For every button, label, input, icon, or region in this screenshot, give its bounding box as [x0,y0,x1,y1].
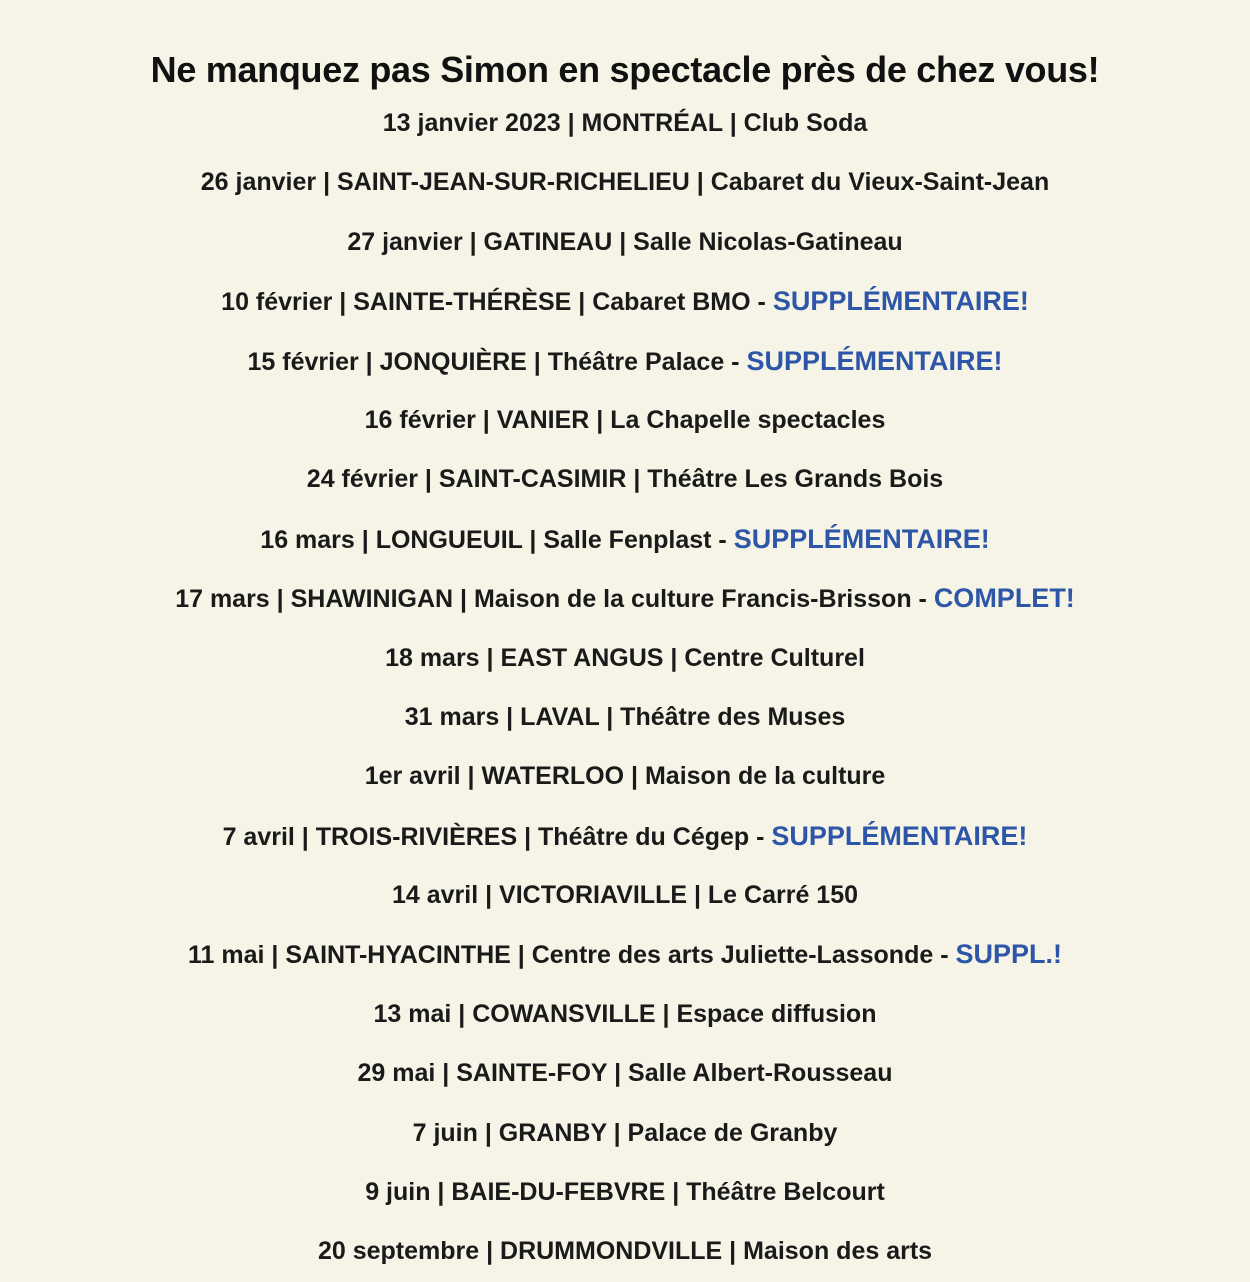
tour-date-text: 18 mars | EAST ANGUS | Centre Culturel [385,643,865,672]
tour-date-status: SUPPLÉMENTAIRE! [772,286,1029,317]
tour-date-status: SUPPLÉMENTAIRE! [771,820,1028,851]
tour-date-separator: - [911,585,934,614]
tour-date-row [0,1104,1250,1163]
tour-date-row [0,807,1250,866]
tour-date-separator: - [711,525,734,554]
tour-date-text: 11 mai | SAINT-HYACINTHE | Centre des arts Juliette-Lassonde [188,941,934,970]
tour-date-text: 29 mai | SAINTE-FOY | Salle Albert-Rousseau [357,1059,893,1088]
tour-date-text: 13 janvier 2023 | MONTRÉAL | Club Soda [382,109,868,137]
tour-date-text: 7 juin | GRANBY | Palace de Granby [412,1118,838,1147]
tour-date-row [0,450,1250,509]
tour-date-row [0,332,1250,391]
tour-date-text: 17 mars | SHAWINIGAN | Maison de la culture Francis-Brisson [175,585,912,614]
tour-date-row [0,94,1250,153]
tour-date-row [0,866,1250,925]
tour-date-separator: - [933,941,956,970]
tour-date-text: 9 juin | BAIE-DU-FEBVRE | Théâtre Belcourt [365,1178,885,1207]
tour-date-text: 20 septembre | DRUMMONDVILLE | Maison des arts [317,1237,933,1266]
tour-date-text: 1er avril | WATERLOO | Maison de la culture [364,762,886,791]
tour-date-separator: - [749,822,772,851]
tour-date-text: 10 février | SAINTE-THÉRÈSE | Cabaret BMO [221,288,751,317]
tour-date-text: 13 mai | COWANSVILLE | Espace diffusion [373,999,877,1028]
tour-date-separator: - [750,288,773,317]
tour-date-separator: - [724,347,747,376]
tour-date-row [0,569,1250,628]
tour-date-row [0,1163,1250,1222]
tour-date-row [0,213,1250,272]
tour-date-text: 16 mars | LONGUEUIL | Salle Fenplast [260,525,712,554]
tour-date-row [0,272,1250,331]
tour-date-row [0,510,1250,569]
tour-date-status: SUPPLÉMENTAIRE! [733,523,990,554]
tour-date-row [0,153,1250,212]
tour-date-row [0,985,1250,1044]
tour-date-text: 31 mars | LAVAL | Théâtre des Muses [404,702,846,731]
tour-date-text: 7 avril | TROIS-RIVIÈRES | Théâtre du Cégep [222,822,750,851]
tour-date-text: 24 février | SAINT-CASIMIR | Théâtre Les Grands Bois [306,465,944,494]
tour-date-status: COMPLET! [933,583,1075,614]
tour-date-status: SUPPLÉMENTAIRE! [746,345,1003,376]
tour-date-row [0,925,1250,984]
tour-date-text: 16 février | VANIER | La Chapelle spectacles [364,405,886,434]
tour-date-row [0,747,1250,806]
page-title: Ne manquez pas Simon en spectacle près de chez vous! [150,49,1100,91]
tour-date-row [0,688,1250,747]
tour-date-text: 27 janvier | GATINEAU | Salle Nicolas-Gatineau [347,227,903,256]
tour-date-text: 15 février | JONQUIÈRE | Théâtre Palace [247,347,725,376]
tour-dates-list [0,94,1250,1282]
tour-date-row [0,391,1250,450]
tour-date-row [0,1044,1250,1103]
tour-date-text: 26 janvier | SAINT-JEAN-SUR-RICHELIEU | Cabaret du Vieux-Saint-Jean [200,168,1050,197]
tour-date-status: SUPPL.! [955,939,1062,970]
tour-date-row [0,1222,1250,1281]
tour-date-text: 14 avril | VICTORIAVILLE | Le Carré 150 [391,881,859,910]
tour-date-row [0,629,1250,688]
